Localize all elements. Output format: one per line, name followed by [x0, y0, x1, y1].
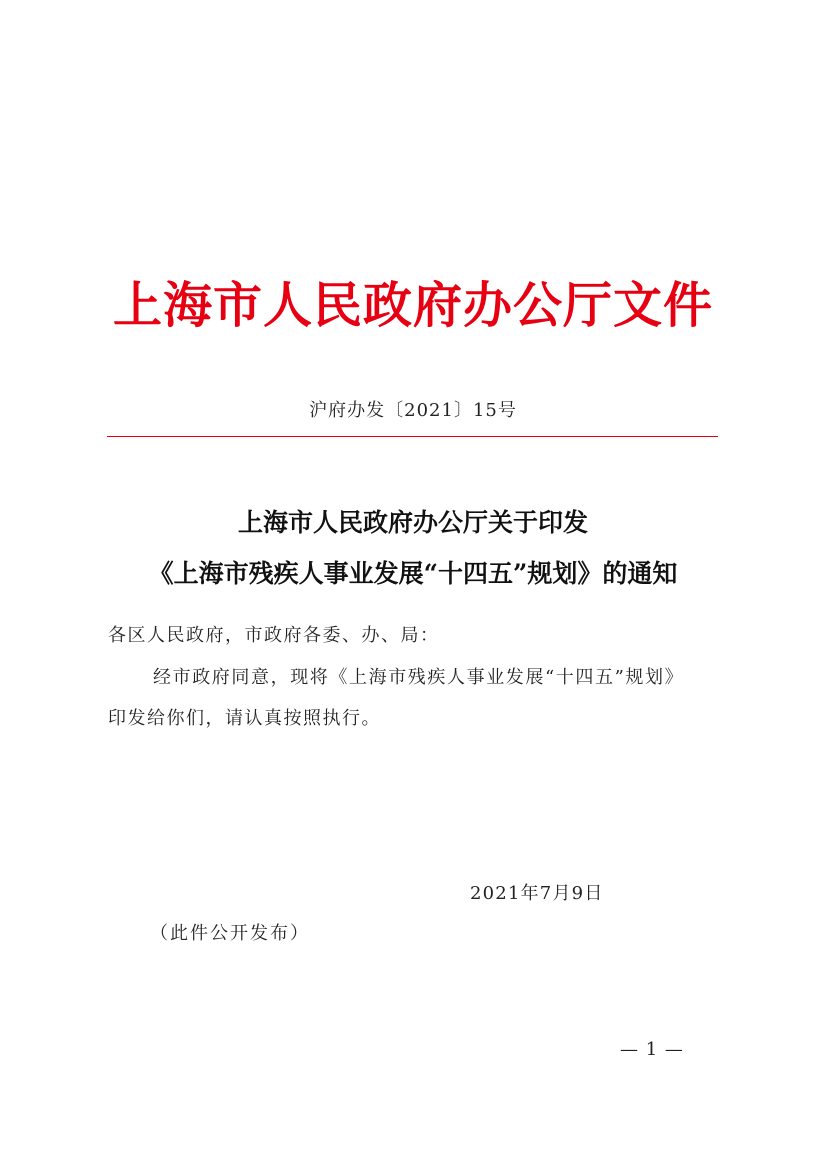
- body-paragraph-line-2: 印发给你们，请认真按照执行。: [108, 708, 381, 729]
- publication-note: （此件公开发布）: [150, 923, 310, 944]
- document-title-line-1: 上海市人民政府办公厅关于印发: [237, 508, 588, 537]
- issue-date: 2021年7月9日: [470, 883, 604, 904]
- issuer-title: 上海市人民政府办公厅文件: [112, 276, 713, 334]
- document-number: 沪府办发〔2021〕15号: [309, 400, 517, 421]
- document-title-line-2: 《上海市残疾人事业发展“十四五”规划》的通知: [148, 559, 678, 588]
- salutation: 各区人民政府，市政府各委、办、局：: [108, 625, 440, 646]
- body-paragraph-line-1: 经市政府同意，现将《上海市残疾人事业发展“十四五”规划》: [153, 667, 685, 688]
- page-number: — 1 —: [620, 1039, 684, 1060]
- red-divider-line: [107, 436, 718, 437]
